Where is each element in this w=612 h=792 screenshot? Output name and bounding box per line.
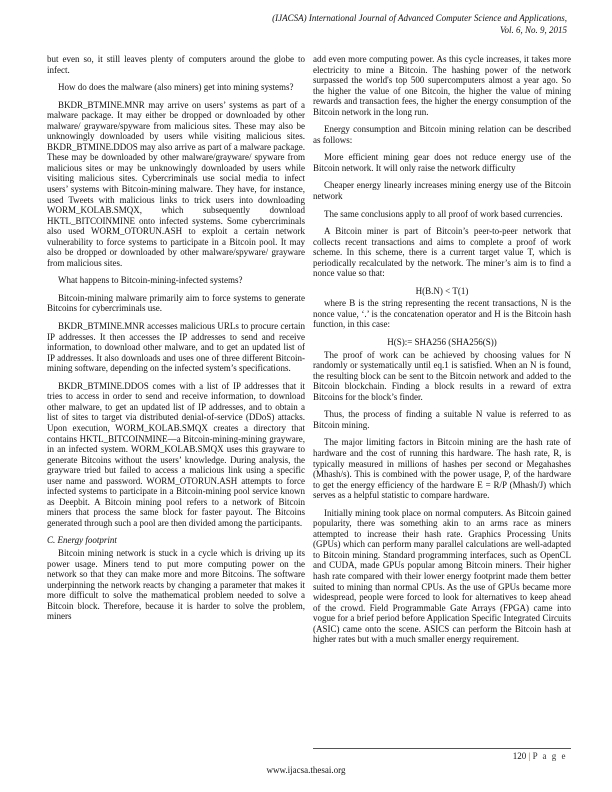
journal-header — [147, 12, 567, 36]
page-number-value: 120 — [512, 751, 527, 761]
paragraph: The same conclusions apply to all proof of work based currencies. — [324, 208, 563, 219]
paragraph: Bitcoin-mining malware primarily aim to force systems to generate Bitcoins for cybercriminals use. — [47, 292, 305, 314]
page-number — [513, 751, 567, 761]
paragraph: but even so, it still leaves plenty of computers around the globe to infect. — [47, 54, 305, 75]
paragraph: BKDR_BTMINE.MNR may arrive on users’ systems as part of a malware package. It may either be dropped or downloaded by other malware/ grayware/spyware from malicious sites. These may also be unknowingly downloaded by users while visiting malicious sites. BKDR_BTMINE.DDOS may also arrive as part of a malware package. These may be downloaded by other malware/grayware/ spyware from malicious sites or may be unknowingly downloaded by users while visiting malicious sites. Cybercriminals use social media to infect users’ systems with Bitcoin-mining malware. They have, for instance, used Tweets with malicious links to trick users into downloading WORM_KOLAB.SMQX, which subsequently download HKTL_BITCOINMINE onto infected systems. Some cybercriminals also used WORM_OTORUN.ASH to exploit a certain network vulnerability to force systems to participate in a Bitcoin pool. It may also be dropped or downloaded by other malware/spyware/ grayware from malicious sites. — [47, 99, 305, 268]
paragraph: What happens to Bitcoin-mining-infected systems? — [58, 275, 243, 286]
paragraph: Initially mining took place on normal computers. As Bitcoin gained popularity, there was something akin to an arms race as miners attempted to increase their hash rate. Graphics Processing Units (GPUs) which can perform many parallel calculations are well-adapted to Bitcoin mining. Standard programming interfaces, such as OpenCL and CUDA, made GPUs popular among Bitcoin miners. Their higher hash rate compared with their lower energy footprint made them better suited to mining than normal CPUs. As the use of GPUs became more widespread, people were forced to look for alternatives to keep ahead of the crowd. Field Programmable Gate Arrays (FPGA) came into vogue for a brief period before Application Specific Integrated Circuits (ASIC) came onto the scene. ASICS can perform the Bitcoin hash at higher rates but with a much smaller energy requirement. — [313, 507, 571, 645]
paragraph: add even more computing power. As this cycle increases, it takes more electricity to mine a Bitcoin. The hashing power of the network surpassed the world's top 500 supercomputers almost a year ago. So the higher the value of one Bitcoin, the higher the value of mining rewards and transaction fees, the higher the energy consumption of the Bitcoin network in the long run. — [313, 54, 571, 117]
paragraph: BKDR_BTMINE.MNR accesses malicious URLs to procure certain IP addresses. It then accesses the IP addresses to send and receive information, to download other malware, and to get an updated list of IP addresses. It also downloads and uses one of three different Bitcoin-mining software, depending on the infected system’s specifications. — [47, 321, 305, 374]
page-label: P a g e — [532, 751, 567, 761]
left-column — [47, 54, 305, 629]
paragraph: Cheaper energy linearly increases mining energy use of the Bitcoin network — [313, 180, 571, 202]
paragraph: The major limiting factors in Bitcoin mining are the hash rate of hardware and the cost of running this hardware. The hash rate, R, is typically measured in millions of hashes per second or Megahashes (Mhash/s). This is combined with the power usage, P, of the hardware to get the energy efficiency of the hardware E = R/P (Mhash/J) which serves as a helpful statistic to compare hardware. — [313, 437, 571, 501]
paragraph: Bitcoin mining network is stuck in a cycle which is driving up its power usage. Miners tend to put more computing power on the network so that they can make more and more Bitcoins. The software underpinning the network reacts by changing a parameter that makes it more difficult to solve the mathematical problem needed to solve a Bitcoin block. Therefore, because it is harder to solve the problem, miners — [47, 547, 305, 622]
section-heading: C. Energy footprint — [47, 535, 117, 546]
paragraph: where B is the string representing the recent transactions, N is the nonce value, ‘.’ is the concatenation operator and H is the Bitcoin hash function, in this case: — [313, 298, 571, 330]
equation-2: H(S):= SHA256 (SHA256(S)) — [387, 337, 497, 348]
right-column — [313, 54, 571, 652]
journal-website: www.ijacsa.thesai.org — [266, 765, 346, 775]
paragraph: How do does the malware (also miners) get into mining systems? — [58, 82, 294, 93]
paragraph: The proof of work can be achieved by choosing values for N randomly or systematically until eq.1 is satisfied. When an N is found, the resulting block can be sent to the Bitcoin network and added to the Bitcoin blockchain. Finding a block results in a reward of extra Bitcoins for the block’s finder. — [313, 349, 571, 402]
paragraph: More efficient mining gear does not reduce energy use of the Bitcoin network. It will only raise the network difficulty — [313, 152, 571, 173]
footer-divider — [313, 748, 571, 749]
page-number-separator: | — [528, 751, 531, 761]
journal-title: (IJACSA) International Journal of Advanced Computer Science and Applications, — [272, 13, 567, 23]
paragraph: BKDR_BTMINE.DDOS comes with a list of IP addresses that it tries to access in order to send and receive information, to download other malware, to get an updated list of IP addresses, and to obtain a list of sites to target via distributed denial-of-service (DDoS) attacks. Upon execution, WORM_KOLAB.SMQX creates a directory that contains HKTL_BITCOINMINE—a Bitcoin-mining-mining grayware, in an infected system. WORM_KOLAB.SMQX uses this grayware to generate Bitcoins without the users’ knowledge. During analysis, the grayware tried but failed to access a malicious link using a specific user name and password. WORM_OTORUN.ASH attempts to force infected systems to participate in a Bitcoin-mining pool service known as Deepbit. A Bitcoin mining pool refers to a network of Bitcoin miners that process the same block for faster payout. The Bitcoins generated through such a pool are then divided among the participants. — [47, 380, 305, 528]
paragraph: A Bitcoin miner is part of Bitcoin’s peer-to-peer network that collects recent transactions and aims to complete a proof of work scheme. In this scheme, there is a current target value T, which is periodically recalculated by the network. The miner’s aim is to find a nonce value so that: — [313, 226, 571, 279]
journal-volume: Vol. 6, No. 9, 2015 — [499, 25, 567, 35]
paragraph: Energy consumption and Bitcoin mining relation can be described as follows: — [313, 124, 571, 145]
paragraph: Thus, the process of finding a suitable N value is referred to as Bitcoin mining. — [313, 409, 571, 430]
equation-1: H(B.N) < T(1) — [415, 285, 469, 296]
